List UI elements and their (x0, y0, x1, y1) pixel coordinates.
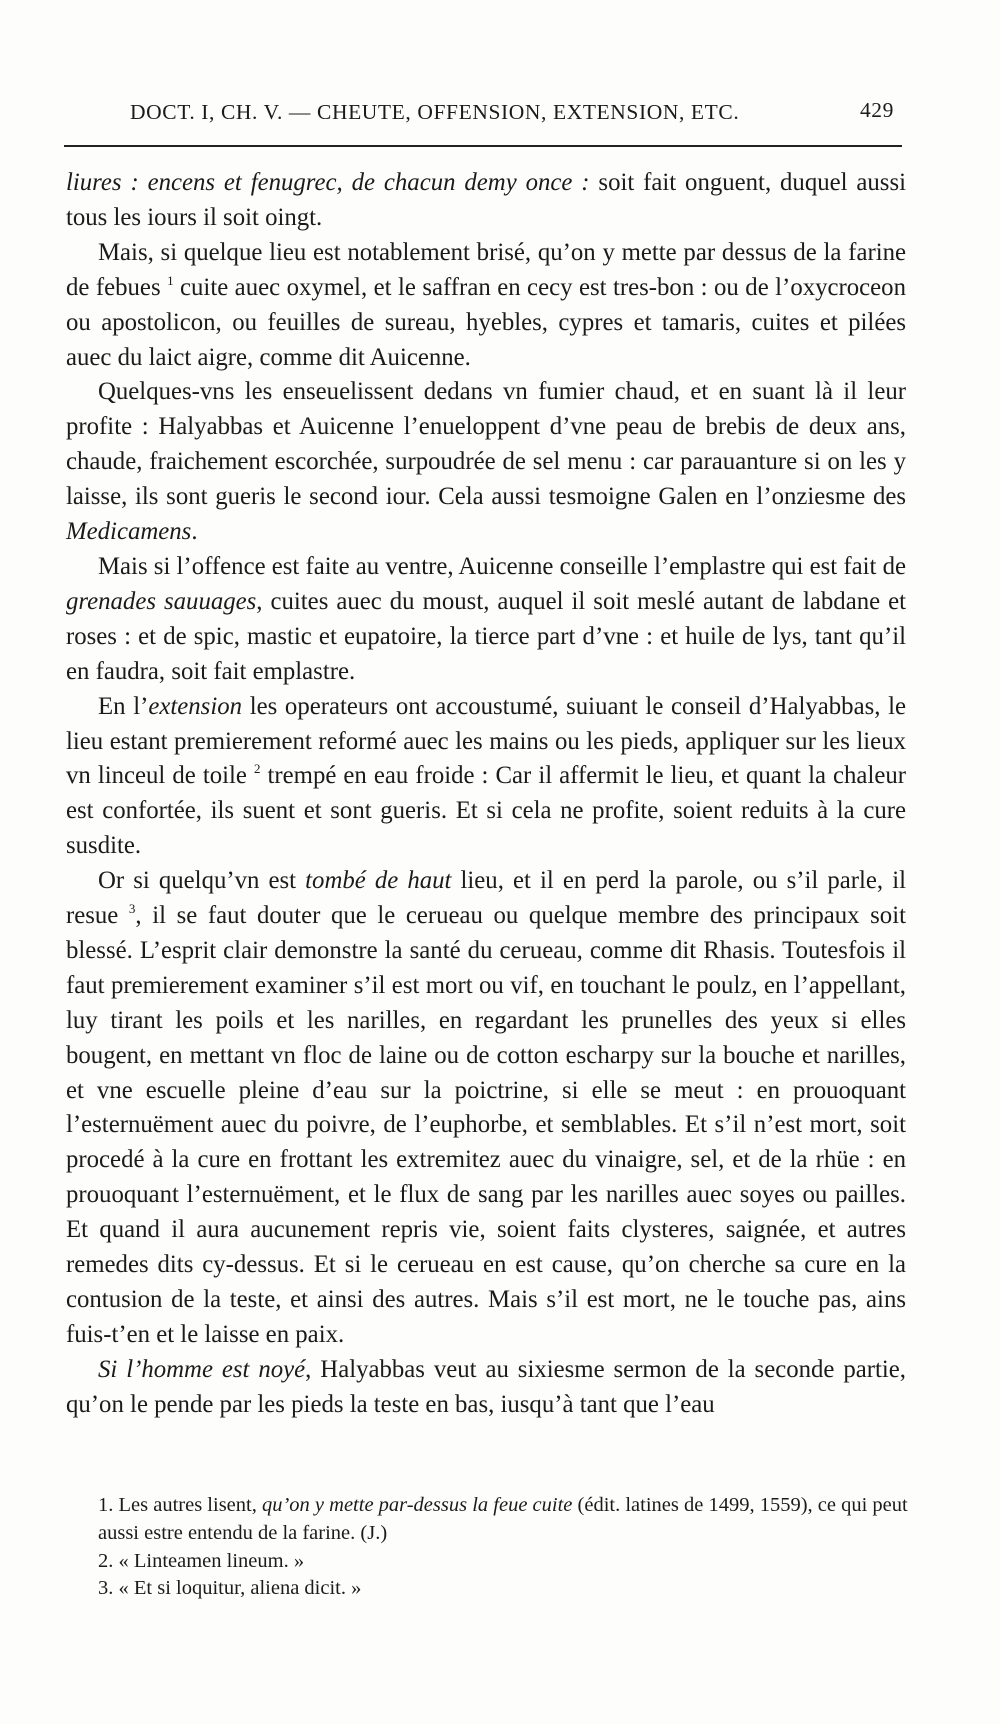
italic-text: extension (148, 692, 243, 720)
text-run: Mais, si quelque lieu est notablement brisé, qu’on y mette par dessus de la farine de febues (66, 238, 906, 301)
footnote-ref: 3 (128, 901, 136, 917)
page-header (66, 96, 904, 130)
running-title: DOCT. I, CH. V. — CHEUTE, OFFENSION, EXTENSION, ETC. (130, 100, 740, 124)
italic-text: Si l’homme est noyé (98, 1355, 306, 1383)
text-run: Quelques-vns les enseuelissent dedans vn fumier chaud, et en suant là il leur profite : Halyabbas et Auicenne l’enueloppent d’vne peau de brebis de deux ans, chaude, fraichement escorchée, surpoudrée de sel menu : car parauanture si on les y laisse, ils sont gueris le second iour. Cela aussi tesmoigne Galen en l’onziesme des (66, 378, 906, 511)
main-text (66, 166, 906, 1423)
text-run: 2. « Linteamen lineum. » (98, 1549, 305, 1572)
italic-text: grenades sauuages (66, 587, 257, 615)
text-run: lieu, et il en perd la parole, ou s’il parle, il resue (66, 867, 906, 930)
footnote-ref: 1 (167, 272, 174, 288)
italic-text: tombé de haut (305, 867, 452, 895)
italic-text: qu’on y mette par-dessus la feue cuite (261, 1494, 573, 1516)
text-run: Or si quelqu’vn est (98, 867, 306, 895)
text-run: , il se faut douter que le cerueau ou quelque membre des principaux soit blessé. L’esprit clair demonstre la santé du cerueau, comme dit Rhasis. Toutesfois il faut premierement examiner s’il est mort ou vif, en touchant le poulz, en l’appellant, luy tirant les poils et les narilles, en regardant les prunelles des yeux si elles bougent, en mettant vn floc de laine ou de cotton escharpy sur la bouche et narilles, et vne escuelle pleine d’eau sur la poictrine, si elle se meut : en prouoquant l’esternuëment auec du poivre, de l’euphorbe, et semblables. Et s’il n’est mort, soit procedé à la cure en frottant les extremitez auec du vinaigre, sel, et de la rhüe : en prouoquant l’esternuëment, et le flux de sang par les narilles auec soyes ou pailles. Et quand il aura aucunement repris vie, soient faits clysteres, saignée, et autres remedes dits cy-dessus. Et si le cerueau en est cause, qu’on cherche sa cure en la contusion de la teste, et ainsi des autres. Mais s’il est mort, ne le touche pas, ains fuis-t’en et le laisse en paix. (66, 902, 906, 1348)
paragraph (66, 375, 906, 550)
paragraph (66, 236, 906, 376)
text-run: Mais si l’offence est faite au ventre, Auicenne conseille l’emplastre qui est fait de (98, 552, 906, 580)
header-rule (64, 145, 902, 147)
paragraph (66, 1353, 906, 1423)
page-number: 429 (859, 98, 894, 122)
text-run: 1. Les autres lisent, (98, 1494, 262, 1516)
text-run: les operateurs ont accoustumé, suiuant le conseil d’Halyabbas, le lieu estant premierement reformé auec les mains ou les pieds, appliquer sur les lieux vn linceul de toile (66, 692, 906, 790)
paragraph (66, 864, 906, 1353)
paragraph (66, 166, 906, 236)
footnote (82, 1548, 917, 1576)
text-run: , cuites auec du moust, auquel il soit meslé autant de labdane et roses : et de spic, mastic et eupatoire, la tierce part d’vne : et huile de lys, tant qu’il en faudra, soit fait emplastre. (66, 587, 907, 685)
italic-text: Medicamens (66, 518, 192, 546)
text-run: . (191, 518, 198, 546)
text-run: soit fait onguent, duquel aussi tous les iours il soit oingt. (66, 169, 906, 231)
paragraph (66, 690, 906, 865)
text-run: , Halyabbas veut au sixiesme sermon de la seconde partie, qu’on le pende par les pieds la teste en bas, iusqu’à tant que l’eau (66, 1355, 906, 1418)
text-run: En l’ (98, 692, 149, 720)
text-run: trempé en eau froide : Car il affermit le lieu, et quant la chaleur est confortée, ils suent et sont gueris. Et si cela ne profite, soient reduits à la cure susdite. (66, 762, 906, 860)
footnote (82, 1492, 917, 1548)
footnote-ref: 2 (253, 761, 261, 777)
footnote (82, 1575, 917, 1603)
footnotes (82, 1492, 917, 1603)
text-run: (édit. latines de 1499, 1559), ce qui peut aussi estre entendu de la farine. (J.) (98, 1494, 908, 1544)
paragraph (66, 550, 906, 690)
italic-text: liures : encens et fenugrec, de chacun demy once : (66, 169, 590, 196)
text-run: cuite auec oxymel, et le saffran en cecy est tres-bon : ou de l’oxycroceon ou apostolicon, ou feuilles de sureau, hyebles, cypres et tamaris, cuites et pilées auec du laict aigre, comme dit Auicenne. (66, 273, 906, 371)
text-run: 3. « Et si loquitur, aliena dicit. » (98, 1577, 362, 1600)
